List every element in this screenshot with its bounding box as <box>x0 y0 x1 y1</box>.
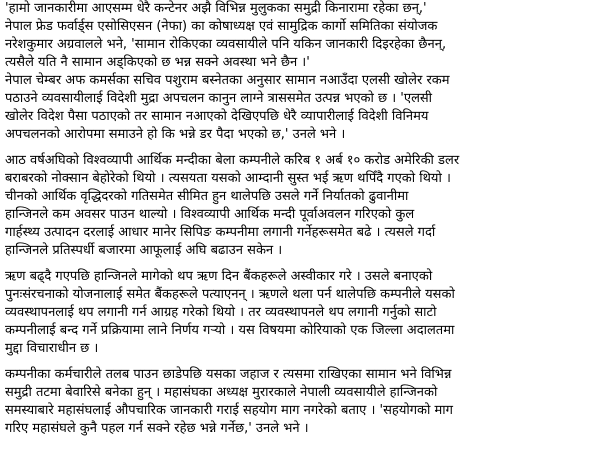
text-line: व्यवस्थापनलाई थप लगानी गर्न आग्रह गरेको थियो । तर व्यवस्थापनले थप लगानी गर्नुको साटो <box>5 305 437 320</box>
text-line: हान्जिनले कम अवसर पाउन थाल्यो । विश्वव्यापी आर्थिक मन्दी पूर्वाअवलन गरिएको कुल <box>5 207 415 222</box>
text-line: समुद्री तटमा बेवारिसे बनेका हुन् । महासंघका अध्यक्ष मुरारकाले नेपाली व्यवसायीले हान्जिनको <box>5 385 438 400</box>
text-line: कम्पनीलाई बन्द गर्ने प्रक्रियामा लाने निर्णय गर्‍यो । यस विषयमा कोरियाको एक जिल्ला अदालतमा <box>5 323 455 338</box>
text-line: समस्याबारे महासंघलाई औपचारिक जानकारी गराई सहयोग माग नगरेको बताए । 'सहयोगको माग <box>5 403 453 418</box>
text-line: ऋण बढ्दै गएपछि हान्जिनले मागेको थप ऋण दिन बैंकहरूले अस्वीकार गरे । उसले बनाएको <box>5 269 433 284</box>
text-line: पठाउने व्यवसायीलाई विदेशी मुद्रा अपचलन कानुन लाग्ने त्राससमेत उत्पन्न भएको छ । 'एलसी <box>5 91 433 106</box>
text-line: 'हामो जानकारीमा आएसम्म धेरै कन्टेनर अझै विभिन्न मुलुकका समुद्री किनारामा रहेका छन्,' <box>5 1 427 16</box>
text-line: आठ वर्षअघिको विश्वव्यापी आर्थिक मन्दीका बेला कम्पनीले करिब १ अर्ब १० करोड अमेरिकी डलर <box>5 153 460 168</box>
text-line: बराबरको नोक्सान बेहोरेको थियो । त्यसयता यसको आम्दानी सुस्त भई ऋण थपिँदै गएको थियो । <box>5 171 451 186</box>
text-line: गार्हस्थ्य उत्पादन दरलाई आधार मानेर सिपिङ कम्पनीमा लगानी गर्नेहरूसमेत बढे । त्यसले गर्दा <box>5 225 436 240</box>
text-line: पुनःसंरचनाको योजनालाई समेत बैंकहरूले पत्याएनन् । ऋणले थला पर्न थालेपछि कम्पनीले यसको <box>5 287 455 302</box>
text-line: नेपाल फ्रेड फर्वार्ड्स एसोसिएसन (नेफा) का कोषाध्यक्ष एवं सामुद्रिक कार्गो समितिका संयोजक <box>5 19 438 34</box>
text-line: हान्जिनले प्रतिस्पर्धी बजारमा आफूलाई अघि बढाउन सकेन । <box>5 243 283 258</box>
text-line: नरेशकुमार अग्रवालले भने, 'सामान रोकिएका व्यवसायीले पनि यकिन जानकारी दिइरहेका छैनन्, <box>5 37 447 52</box>
paragraph-4 <box>5 366 606 438</box>
text-line: खोलेर विदेश पैसा पठाएको तर सामान नआएको देखिएपछि धेरै व्यापारीलाई विदेशी विनिमय <box>5 109 429 124</box>
text-line: त्यसैले यति नै सामान अड्किएको छ भन्न सक्ने अवस्था भने छैन ।' <box>5 55 310 70</box>
paragraph-3 <box>5 268 606 358</box>
text-line: चीनको आर्थिक वृद्धिदरको गतिसमेत सीमित हुन थालेपछि उसले गर्ने निर्यातको ढुवानीमा <box>5 189 409 204</box>
paragraph-1 <box>5 0 606 144</box>
paragraph-2 <box>5 152 606 260</box>
text-line: मुद्दा विचाराधीन छ । <box>5 341 99 356</box>
text-line: अपचलनको आरोपमा समाउने हो कि भन्ने डर पैदा भएको छ,' उनले भने । <box>5 127 346 142</box>
text-line: गरिए महासंघले कुनै पहल गर्न सक्ने रहेछ भन्ने गर्नेछ,' उनले भने । <box>5 421 309 436</box>
text-line: नेपाल चेम्बर अफ कमर्सका सचिव पशुराम बस्नेतका अनुसार सामान नआउँदा एलसी खोलेर रकम <box>5 73 450 88</box>
text-line: कम्पनीका कर्मचारीले तलब पाउन छाडेपछि यसका जहाज र त्यसमा राखिएका सामान भने विभिन्न <box>5 367 452 382</box>
